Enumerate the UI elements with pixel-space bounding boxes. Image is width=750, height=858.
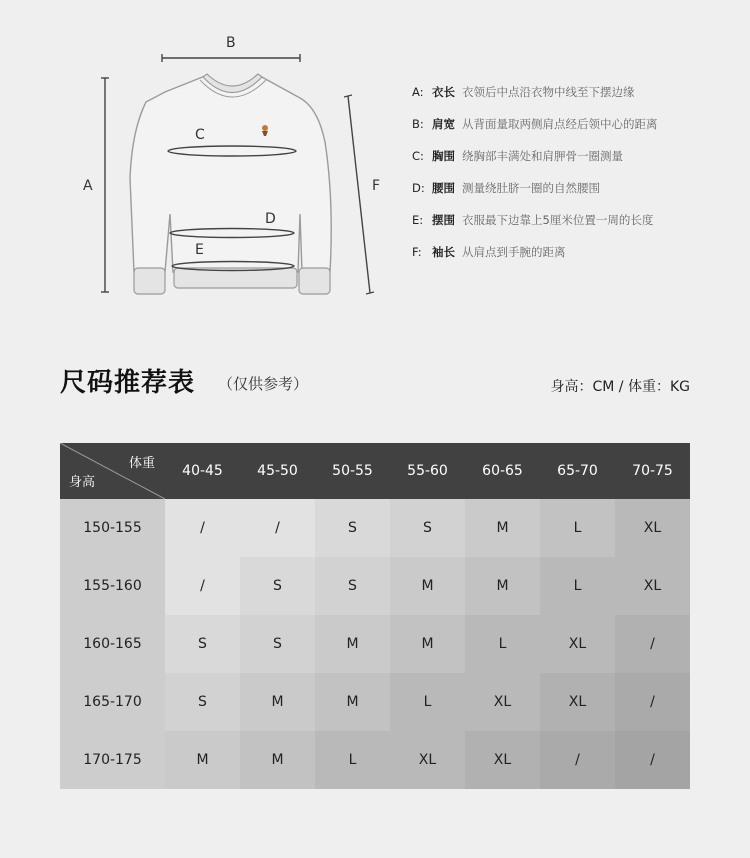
table-cell: XL — [615, 557, 690, 615]
garment-diagram — [0, 0, 400, 320]
table-corner-cell — [60, 443, 165, 499]
table-cell: / — [540, 731, 615, 789]
table-cell: M — [315, 673, 390, 731]
table-cell: L — [540, 499, 615, 557]
corner-weight-label: 体重 — [128, 456, 155, 471]
legend-item — [412, 172, 742, 204]
table-row — [60, 499, 690, 557]
table-cell: S — [165, 673, 240, 731]
row-header: 170-175 — [60, 731, 165, 789]
legend-description: 绕胸部丰满处和肩胛骨一圈测量 — [462, 149, 623, 163]
legend-key: F: — [412, 245, 422, 259]
table-header — [60, 443, 690, 499]
table-cell: M — [390, 615, 465, 673]
size-table-heading — [60, 362, 690, 402]
column-header: 70-75 — [632, 463, 673, 479]
table-cell: S — [240, 557, 315, 615]
legend-key: C: — [412, 149, 424, 163]
legend-description: 测量绕肚脐一圈的自然腰围 — [462, 181, 600, 195]
table-cell: M — [240, 673, 315, 731]
table-cell: XL — [540, 615, 615, 673]
legend-item — [412, 108, 742, 140]
legend-name: 袖长 — [432, 245, 455, 259]
column-header: 65-70 — [557, 463, 598, 479]
page-subtitle: （仅供参考） — [218, 375, 309, 393]
table-cell: XL — [615, 499, 690, 557]
table-cell: S — [315, 499, 390, 557]
dimension-label-c: C — [195, 127, 205, 143]
table-cell: / — [165, 557, 240, 615]
table-cell: S — [390, 499, 465, 557]
legend-name: 肩宽 — [432, 117, 455, 131]
table-cell: L — [540, 557, 615, 615]
legend-key: B: — [412, 117, 424, 131]
table-cell: / — [615, 673, 690, 731]
table-body — [60, 499, 690, 789]
table-cell: M — [390, 557, 465, 615]
table-cell: / — [615, 731, 690, 789]
table-cell: S — [165, 615, 240, 673]
legend-name: 衣长 — [432, 85, 455, 99]
table-cell: M — [315, 615, 390, 673]
legend-item — [412, 204, 742, 236]
size-recommendation-table — [60, 443, 690, 789]
dimension-label-f: F — [372, 178, 381, 194]
legend-name: 胸围 — [432, 149, 455, 163]
legend-description: 衣服最下边靠上5厘米位置一周的长度 — [462, 213, 654, 227]
unit-note: 身高：CM / 体重：KG — [550, 379, 690, 395]
table-cell: L — [465, 615, 540, 673]
row-header: 165-170 — [60, 673, 165, 731]
table-cell: / — [240, 499, 315, 557]
table-cell: M — [465, 499, 540, 557]
legend-key: D: — [412, 181, 425, 195]
table-cell: XL — [540, 673, 615, 731]
measurement-legend — [412, 76, 742, 268]
legend-description: 从肩点到手腕的距离 — [462, 245, 566, 259]
column-header: 55-60 — [407, 463, 448, 479]
table-row — [60, 615, 690, 673]
legend-name: 摆围 — [432, 213, 455, 227]
legend-key: A: — [412, 85, 424, 99]
table-cell: XL — [465, 673, 540, 731]
row-header: 150-155 — [60, 499, 165, 557]
sweater-illustration — [0, 0, 400, 320]
page-title: 尺码推荐表 — [60, 368, 196, 398]
dimension-label-d: D — [265, 211, 276, 227]
table-cell: / — [165, 499, 240, 557]
column-header: 60-65 — [482, 463, 523, 479]
table-row — [60, 731, 690, 789]
table-cell: S — [240, 615, 315, 673]
legend-description: 衣领后中点沿衣物中线至下摆边缘 — [462, 85, 635, 99]
table-cell: XL — [465, 731, 540, 789]
table-row — [60, 557, 690, 615]
table-cell: L — [315, 731, 390, 789]
table-cell: XL — [390, 731, 465, 789]
dimension-label-e: E — [195, 242, 204, 258]
logo-icon — [262, 125, 268, 131]
table-cell: S — [315, 557, 390, 615]
column-header: 45-50 — [257, 463, 298, 479]
legend-item — [412, 76, 742, 108]
dimension-label-b: B — [226, 35, 236, 51]
table-cell: M — [240, 731, 315, 789]
legend-description: 从背面量取两侧肩点经后领中心的距离 — [462, 117, 658, 131]
legend-name: 腰围 — [432, 181, 455, 195]
table-cell: L — [390, 673, 465, 731]
row-header: 160-165 — [60, 615, 165, 673]
corner-height-label: 身高 — [69, 475, 96, 490]
column-header: 50-55 — [332, 463, 373, 479]
table-cell: M — [165, 731, 240, 789]
row-header: 155-160 — [60, 557, 165, 615]
table-cell: / — [615, 615, 690, 673]
table-cell: M — [465, 557, 540, 615]
dimension-label-a: A — [83, 178, 93, 194]
column-header: 40-45 — [182, 463, 223, 479]
legend-key: E: — [412, 213, 424, 227]
legend-item — [412, 236, 742, 268]
table-row — [60, 673, 690, 731]
legend-item — [412, 140, 742, 172]
